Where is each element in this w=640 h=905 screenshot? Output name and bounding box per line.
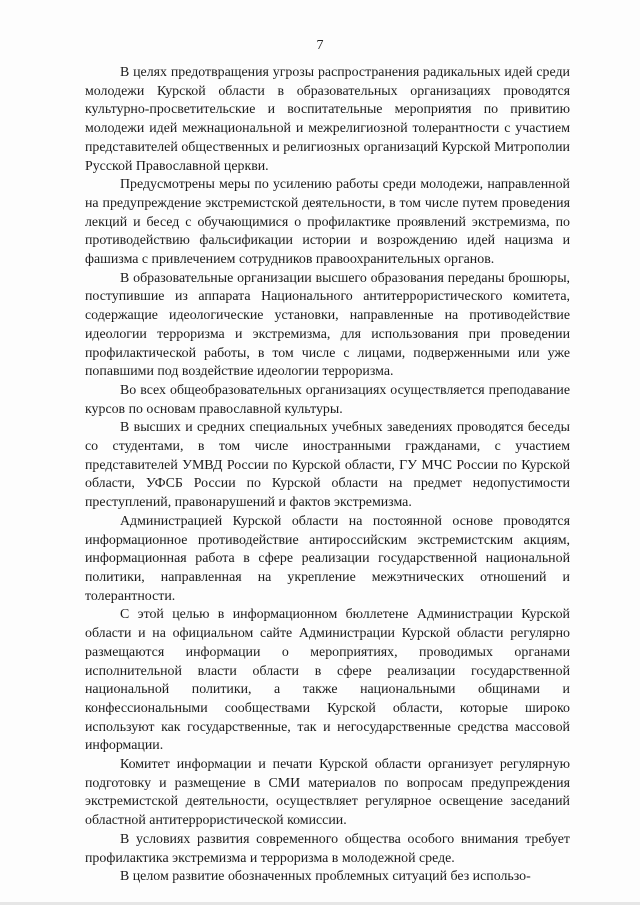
paragraph-3: В образовательные организации высшего образования переданы брошюры, поступившие из аппарата Национального антитеррористического комитета, содержащие идеологические установки, направленные на противодействие идеологии терроризма и экстремизма, для использования при проведении профилактической работы, в том числе с лицами, подверженными или уже попавшими под воздействие идеологии терроризма. bbox=[85, 270, 570, 380]
paragraph-10: В целом развитие обозначенных проблемных ситуаций без использо- bbox=[120, 869, 531, 885]
body-text bbox=[85, 64, 570, 887]
paragraph-2: Предусмотрены меры по усилению работы среди молодежи, направленной на предупреждение экстремистской деятельности, в том числе путем проведения лекций и бесед с обучающимися о профилактике проявлений экстремизма, по противодействию фальсификации истории и возрождению идей нацизма и фашизма с привлечением сотрудников правоохранительных органов. bbox=[85, 177, 570, 268]
paragraph-1: В целях предотвращения угрозы распространения радикальных идей среди молодежи Курской области в образовательных организациях проводятся культурно-просветительские и воспитательные мероприятия по привитию молодежи идей межнациональной и межрелигиозной толерантности с участием представителей общественных и религиозных организаций Курской Митрополии Русской Православной церкви. bbox=[85, 65, 570, 174]
paragraph-9: В условиях развития современного общества особого внимания требует профилактика экстремизма и терроризма в молодежной среде. bbox=[85, 831, 570, 866]
paragraph-4: Во всех общеобразовательных организациях осуществляется преподавание курсов по основам православной культуры. bbox=[85, 382, 570, 417]
page-number: 7 bbox=[316, 38, 324, 53]
paragraph-7: С этой целью в информационном бюллетене Администрации Курской области и на официальном сайте Администрации Курской области регулярно размещаются информации о мероприятиях, проводимых органами исполнительной власти области в сфере реализации государственной национальной политики, а также национальными общинами и конфессиональными сообществами Курской области, которые широко используют как государственные, так и негосударственные средства массовой информации. bbox=[85, 607, 570, 754]
paragraph-5: В высших и средних специальных учебных заведениях проводятся беседы со студентами, в том числе иностранными гражданами, с участием представителей УМВД России по Курской области, ГУ МЧС России по Курской области, УФСБ России по Курской области на предмет недопустимости преступлений, правонарушений и фактов экстремизма. bbox=[85, 420, 570, 511]
paragraph-6: Администрацией Курской области на постоянной основе проводятся информационное противодействие антироссийским экстремистским акциям, информационная работа в сфере реализации государственной национальной политики, направленная на укрепление межэтнических отношений и толерантности. bbox=[85, 513, 570, 604]
paragraph-8: Комитет информации и печати Курской области организует регулярную подготовку и размещение в СМИ материалов по вопросам предупреждения экстремистской деятельности, осуществляет регулярное освещение заседаний областной антитеррористической комиссии. bbox=[85, 757, 570, 829]
